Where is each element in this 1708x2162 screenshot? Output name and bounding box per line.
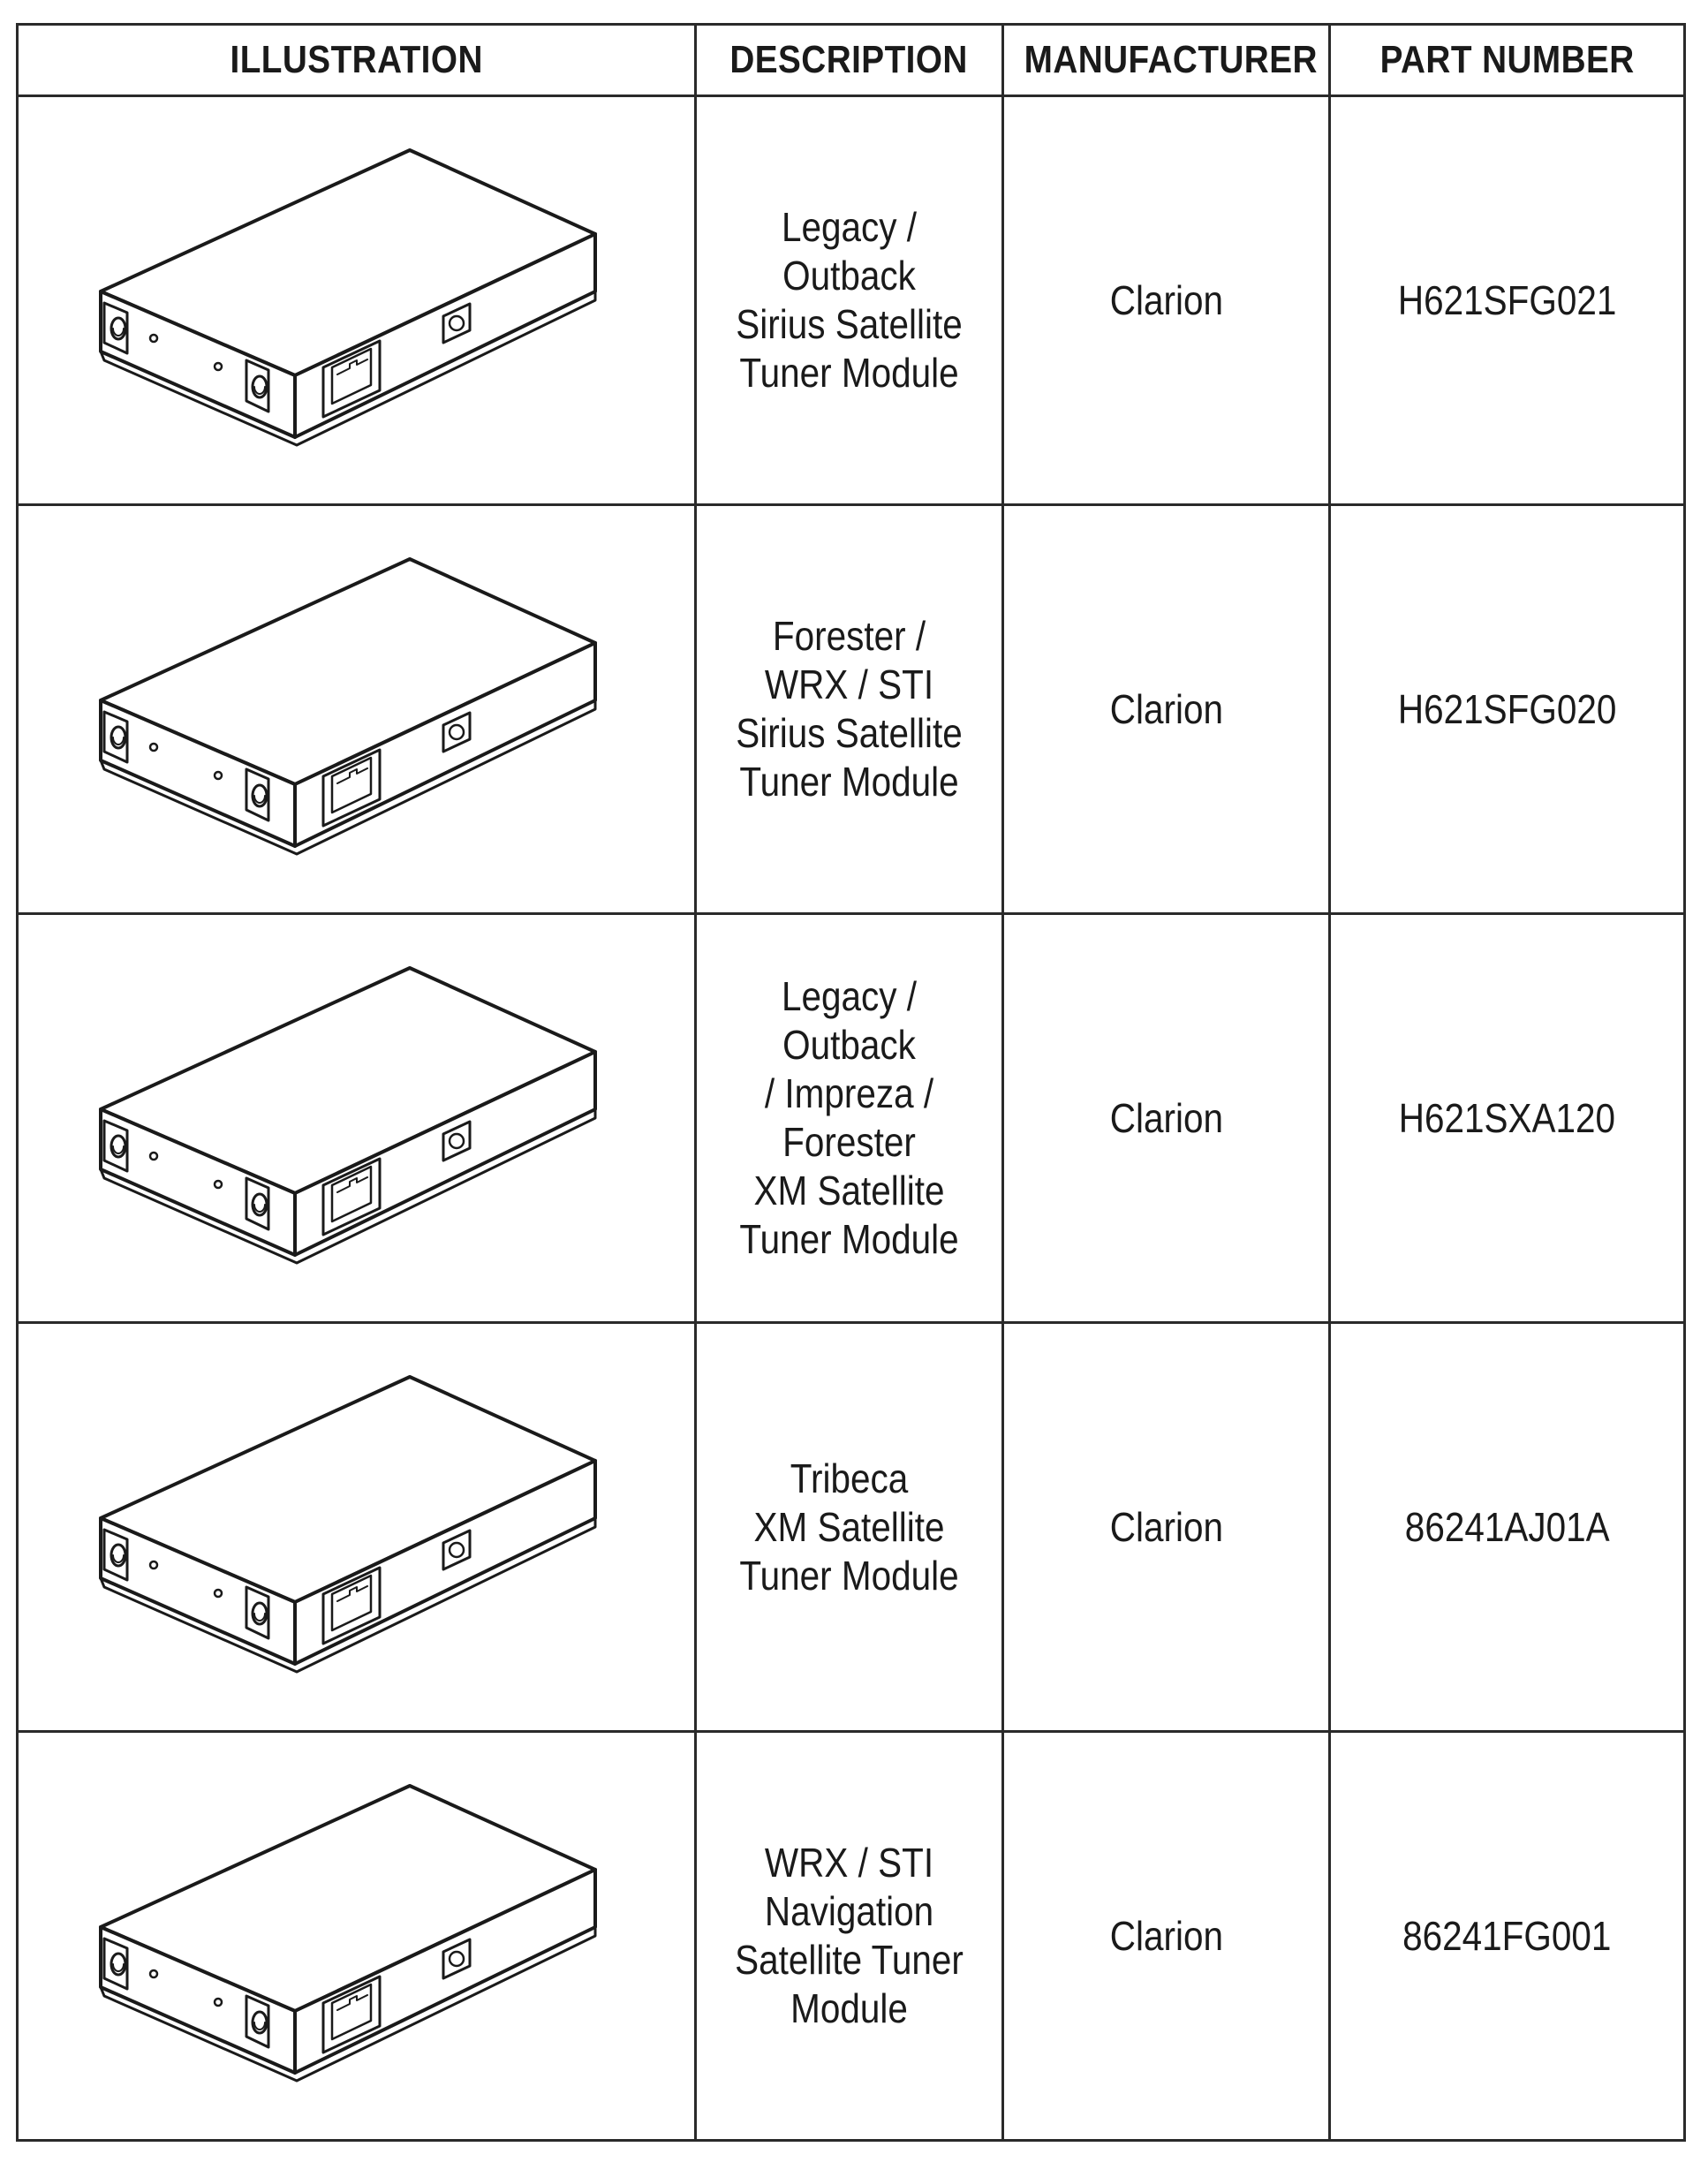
- description-line: Navigation: [764, 1888, 934, 1934]
- description-line: / Impreza /: [764, 1070, 934, 1116]
- description-line: Satellite Tuner: [735, 1937, 964, 1983]
- part-number-value: 86241AJ01A: [1404, 1504, 1610, 1550]
- description-line: Sirius Satellite: [736, 301, 963, 347]
- table-row: [18, 1732, 1685, 2141]
- tuner-module-icon: [19, 959, 694, 1277]
- tuner-module-icon: [19, 1777, 694, 2095]
- manufacturer-value: Clarion: [1109, 1913, 1223, 1959]
- tuner-module-icon: [19, 550, 694, 868]
- table-row: [18, 96, 1685, 505]
- illustration-cell: [18, 1732, 696, 2141]
- manufacturer-cell: [1003, 914, 1330, 1323]
- illustration-cell: [18, 1323, 696, 1732]
- manufacturer-cell: [1003, 1732, 1330, 2141]
- description-line: Tuner Module: [739, 759, 959, 805]
- tuner-module-icon: [19, 1368, 694, 1686]
- part-number-cell: [1330, 1323, 1685, 1732]
- table-row: [18, 505, 1685, 914]
- description-line: XM Satellite: [753, 1503, 945, 1550]
- description-line: XM Satellite: [753, 1168, 945, 1213]
- part-number-cell: [1330, 1732, 1685, 2141]
- part-number-value: H621SFG020: [1397, 686, 1617, 732]
- header-part-number: PART NUMBER: [1330, 25, 1685, 96]
- table-row: [18, 1323, 1685, 1732]
- description-cell: [696, 1732, 1003, 2141]
- manufacturer-value: Clarion: [1109, 1095, 1223, 1141]
- manufacturer-value: Clarion: [1109, 1504, 1223, 1550]
- part-number-value: H621SFG021: [1397, 277, 1617, 323]
- description-cell: [696, 505, 1003, 914]
- description-line: Legacy / Outback: [781, 973, 918, 1068]
- parts-table: [16, 23, 1686, 2142]
- manufacturer-cell: [1003, 96, 1330, 505]
- description-cell: [696, 914, 1003, 1323]
- description-line: Module: [790, 1985, 908, 2031]
- illustration-cell: [18, 505, 696, 914]
- table-row: [18, 914, 1685, 1323]
- header-row: [18, 25, 1685, 96]
- part-number-value: 86241FG001: [1402, 1913, 1612, 1959]
- manufacturer-cell: [1003, 505, 1330, 914]
- header-manufacturer: MANUFACTURER: [1003, 25, 1330, 96]
- description-line: Tuner Module: [739, 1216, 959, 1262]
- tuner-module-icon: [19, 141, 694, 459]
- description-cell: [696, 96, 1003, 505]
- description-line: Forester: [782, 1119, 916, 1165]
- description-cell: [696, 1323, 1003, 1732]
- manufacturer-value: Clarion: [1109, 686, 1223, 732]
- description-line: Sirius Satellite: [736, 710, 963, 756]
- header-illustration: ILLUSTRATION: [18, 25, 696, 96]
- illustration-cell: [18, 914, 696, 1323]
- description-line: Tuner Module: [739, 350, 959, 396]
- illustration-cell: [18, 96, 696, 505]
- description-line: Forester /: [772, 613, 926, 659]
- part-number-cell: [1330, 505, 1685, 914]
- header-description: DESCRIPTION: [696, 25, 1003, 96]
- part-number-cell: [1330, 96, 1685, 505]
- manufacturer-value: Clarion: [1109, 277, 1223, 323]
- description-line: WRX / STI: [764, 1840, 934, 1886]
- description-line: Tribeca: [790, 1455, 909, 1501]
- part-number-cell: [1330, 914, 1685, 1323]
- description-line: WRX / STI: [764, 661, 934, 707]
- description-line: Tuner Module: [739, 1552, 959, 1599]
- description-line: Legacy / Outback: [781, 204, 918, 299]
- manufacturer-cell: [1003, 1323, 1330, 1732]
- part-number-value: H621SXA120: [1398, 1095, 1616, 1141]
